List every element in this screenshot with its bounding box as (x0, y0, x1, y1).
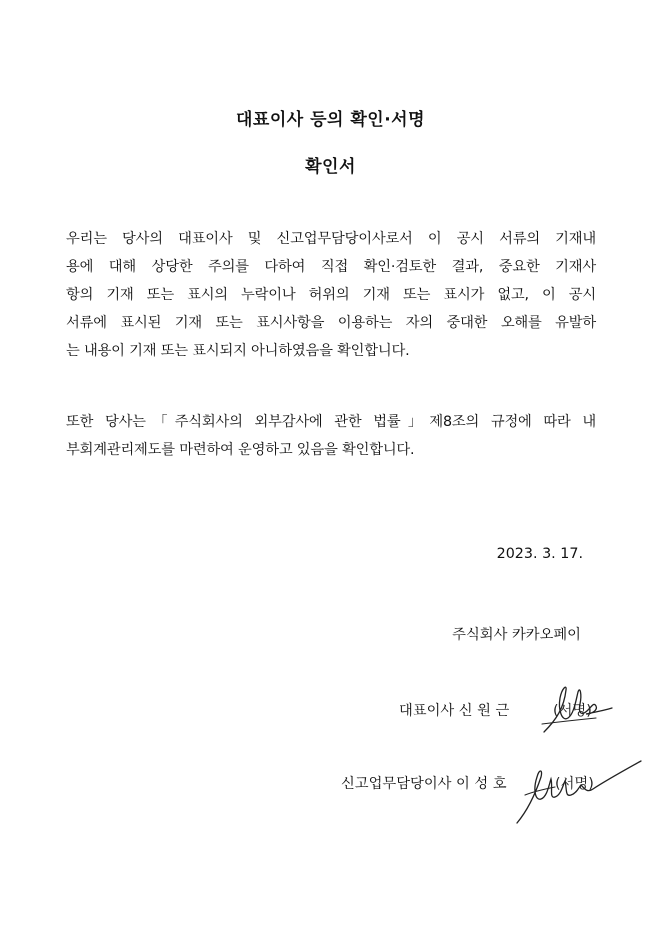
paragraph-line: 부회계관리제도를 마련하여 운영하고 있음을 확인합니다. (66, 442, 415, 458)
internal-control-paragraph (66, 408, 596, 464)
signer-role: 신고업무담당이사 (341, 776, 452, 792)
signer-role: 대표이사 (399, 703, 455, 719)
seal-label: (서명) (553, 703, 592, 719)
company-name: 주식회사 카카오페이 (452, 627, 581, 643)
document-title: 대표이사 등의 확인·서명 (235, 110, 425, 130)
confirmation-paragraph (66, 225, 596, 365)
signer-name: 신 원 근 (458, 703, 510, 719)
paragraph-line: 항의 기재 또는 표시의 누락이나 허위의 기재 또는 표시가 없고, 이 공시 (66, 287, 596, 303)
paragraph-line: 는 내용이 기재 또는 표시되지 아니하였음을 확인합니다. (66, 343, 410, 359)
document-subtitle: 확인서 (305, 157, 356, 177)
paragraph-line: 용에 대해 상당한 주의를 다하여 직접 확인·검토한 결과, 중요한 기재사 (66, 259, 596, 275)
seal-label: (서명) (555, 776, 594, 792)
paragraph-line: 우리는 당사의 대표이사 및 신고업무담당이사로서 이 공시 서류의 기재내 (66, 231, 596, 247)
document-date: 2023. 3. 17. (496, 546, 583, 562)
paragraph-line: 서류에 표시된 기재 또는 표시사항을 이용하는 자의 중대한 오해를 유발하 (66, 315, 596, 331)
signer-name: 이 성 호 (456, 776, 507, 792)
signer-ceo (399, 700, 509, 720)
signer-disclosure-director (341, 773, 507, 793)
paragraph-line: 또한 당사는「주식회사의 외부감사에 관한 법률」제8조의 규정에 따라 내 (66, 414, 596, 430)
